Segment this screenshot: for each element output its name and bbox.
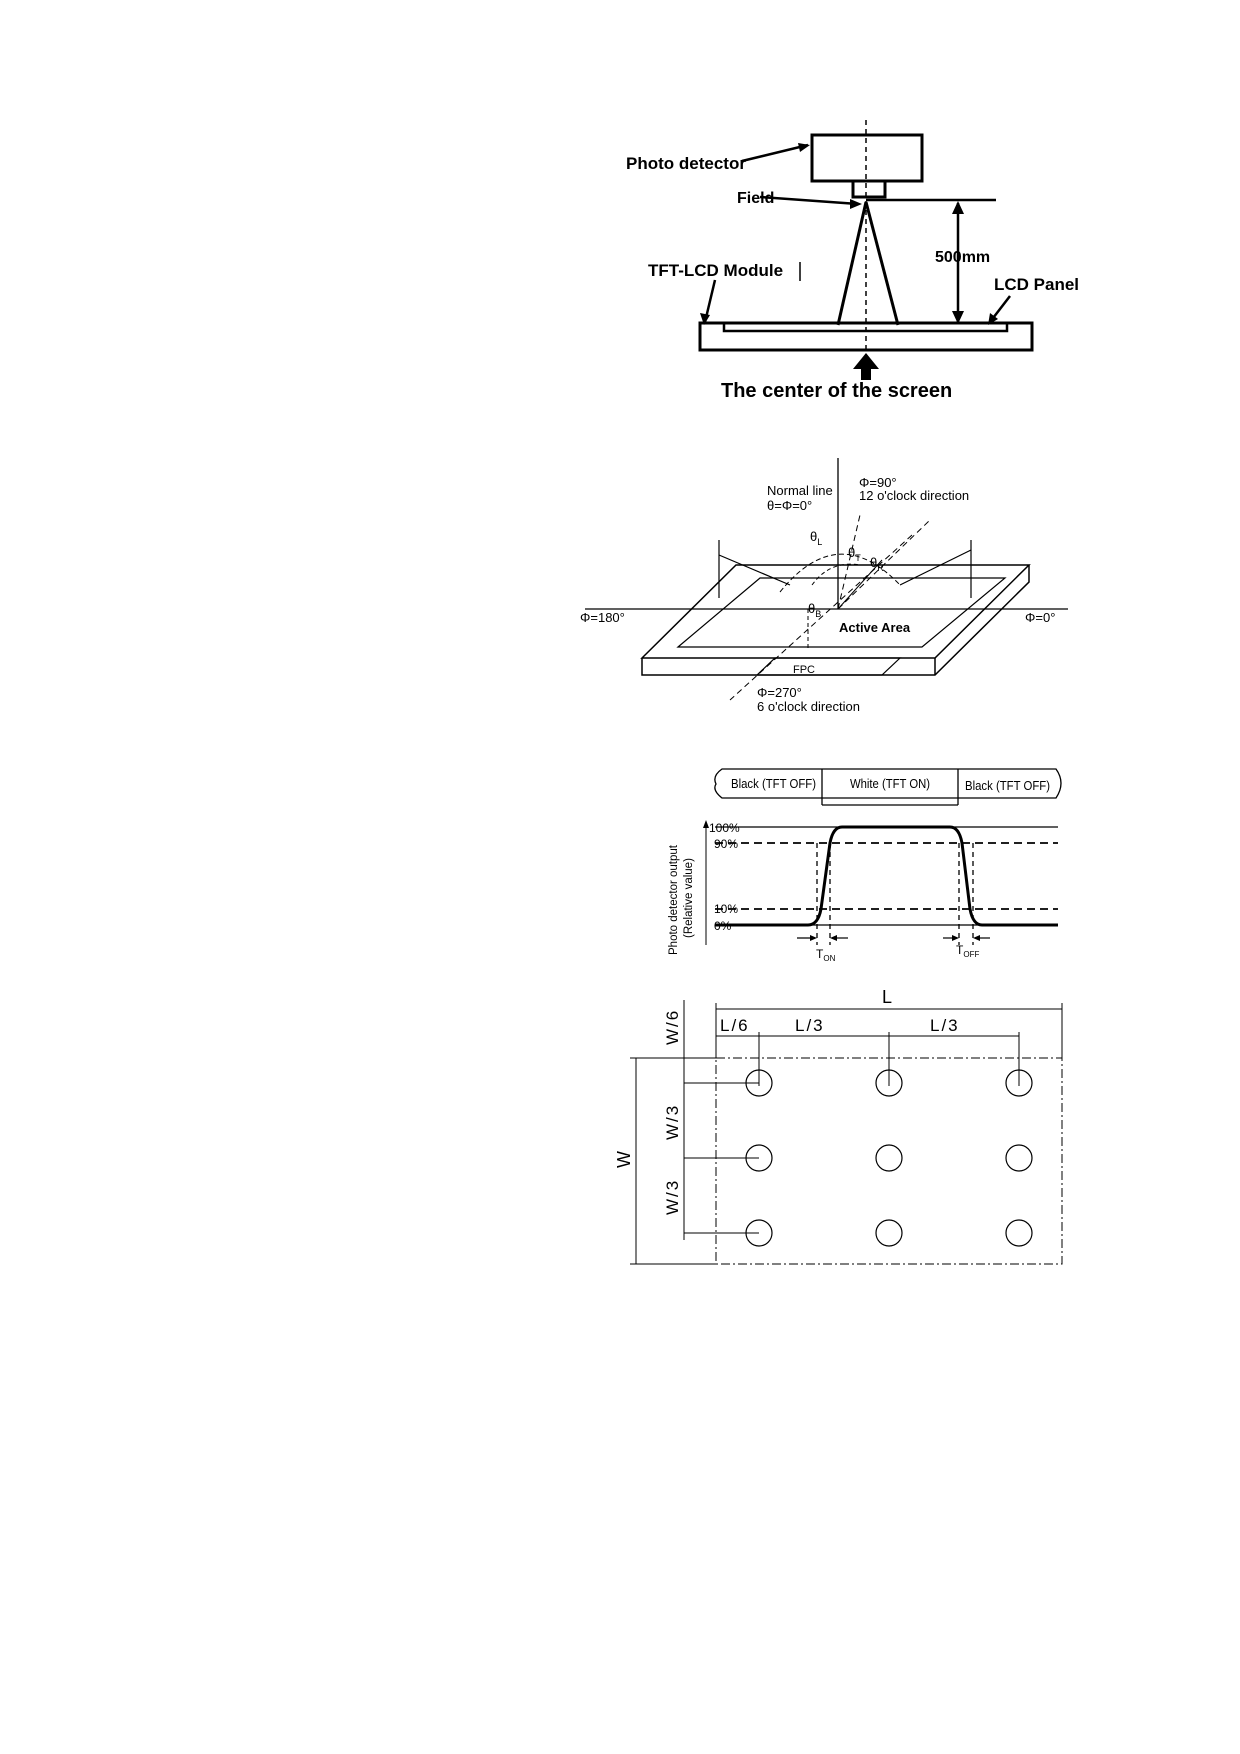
toff-label: $T_{OFF}$ — [956, 943, 980, 959]
response-time-diagram — [668, 769, 1061, 963]
width-label: W — [614, 1151, 634, 1168]
left-plane-top — [719, 555, 790, 585]
l6-label: L/6 — [720, 1016, 750, 1035]
theta-t-symbol: $\theta_T$ — [848, 545, 861, 563]
theta-b-symbol: $\theta_B$ — [808, 601, 822, 619]
active-area-label: Active Area — [839, 620, 911, 635]
l3-second-label: L/3 — [930, 1016, 960, 1035]
y-axis-sublabel: (Relative value) — [683, 858, 695, 938]
white-state: White (TFT ON) — [850, 777, 930, 791]
theta-t-arc — [812, 564, 860, 585]
theta-l-arc — [780, 554, 900, 592]
response-waveform — [715, 827, 1058, 925]
pct-100-label: 100% — [709, 821, 740, 835]
panel-label: LCD Panel — [994, 275, 1080, 294]
phi-180-label: Φ=180° — [580, 610, 625, 625]
fpc-tab — [757, 658, 900, 675]
photo-detector-pointer — [742, 145, 808, 161]
photo-detector-pointer-head — [798, 143, 810, 152]
ton-arrowhead-right — [830, 935, 837, 941]
measure-point-8 — [876, 1220, 902, 1246]
normal-equation-label: θ=Φ=0° — [767, 498, 813, 513]
field-cone-right — [866, 202, 898, 325]
uniformity-measurement-grid — [614, 987, 1062, 1264]
toff-arrowhead-right — [973, 935, 980, 941]
measurement-setup-diagram — [626, 120, 1079, 402]
module-label: TFT-LCD Module — [648, 261, 784, 280]
photo-detector-label: Photo detector — [626, 154, 746, 173]
detector-lens — [853, 181, 885, 197]
w3-first-label: W/3 — [663, 1103, 682, 1140]
clock-12-label: 12 o'clock direction — [859, 488, 970, 503]
length-label: L — [882, 987, 893, 1007]
black-state-left: Black (TFT OFF) — [731, 777, 816, 791]
field-pointer — [760, 197, 858, 204]
viewing-angle-diagram — [580, 458, 1068, 714]
pct-10-label: 10% — [714, 902, 739, 916]
clock-6-label: 6 o'clock direction — [757, 699, 860, 714]
l3-first-label: L/3 — [795, 1016, 825, 1035]
theta-l-symbol: $\theta_L$ — [810, 529, 823, 547]
y-axis-label: Photo detector output — [668, 845, 680, 955]
phi-0-label: Φ=0° — [1025, 610, 1056, 625]
right-plane-top — [900, 550, 971, 585]
ton-arrowhead-left — [810, 935, 817, 941]
field-label: Field — [737, 190, 775, 207]
measure-point-9 — [1006, 1220, 1032, 1246]
distance-arrow-top — [952, 201, 964, 214]
black-state-right: Black (TFT OFF) — [965, 779, 1050, 793]
toff-arrowhead-left — [952, 935, 959, 941]
phi-90-label: Φ=90° — [859, 475, 897, 490]
ton-label: $T_{ON}$ — [816, 947, 836, 963]
pct-0-label: 0% — [714, 919, 732, 933]
field-pointer-head — [850, 199, 862, 209]
w6-label: W/6 — [663, 1008, 682, 1045]
w3-second-label: W/3 — [663, 1178, 682, 1215]
distance-label: 500mm — [935, 249, 991, 266]
pct-90-label: 90% — [714, 837, 739, 851]
measure-point-5 — [876, 1145, 902, 1171]
photo-detector-box — [812, 135, 922, 181]
center-label: The center of the screen — [721, 380, 953, 402]
measure-point-6 — [1006, 1145, 1032, 1171]
center-arrow — [853, 353, 879, 380]
field-cone-left — [838, 202, 866, 325]
fpc-label: FPC — [793, 664, 815, 676]
phi-270-label: Φ=270° — [757, 685, 802, 700]
normal-line-label: Normal line — [767, 483, 833, 498]
display-area-outline — [716, 1058, 1062, 1264]
theta-r-symbol: $\theta_R$ — [870, 555, 884, 573]
